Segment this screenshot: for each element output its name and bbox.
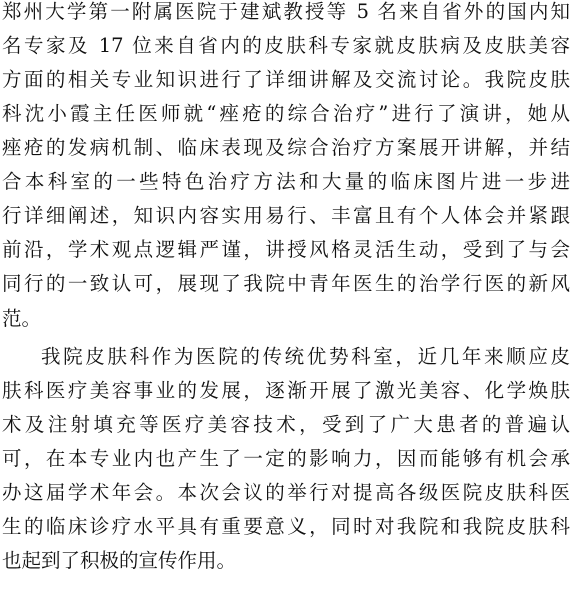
paragraph-2-line-4: 可，在本专业内也产生了一定的影响力，因而能够有机会承 <box>2 447 570 470</box>
paragraph-2-line-7: 也起到了积极的宣传作用。 <box>2 549 237 572</box>
paragraph-2-line-2: 肤科医疗美容事业的发展，逐渐开展了激光美容、化学焕肤 <box>2 379 570 402</box>
paragraph-1-line-7: 行详细阐述，知识内容实用易行、丰富且有个人体会并紧跟 <box>2 204 570 227</box>
paragraph-2-line-3: 术及注射填充等医疗美容技术，受到了广大患者的普遍认 <box>2 413 570 436</box>
paragraph-1-line-9: 同行的一致认可，展现了我院中青年医生的治学行医的新风 <box>2 272 570 295</box>
paragraph-2-line-5: 办这届学术年会。本次会议的举行对提高各级医院皮肤科医 <box>2 481 570 504</box>
paragraph-1-line-3: 方面的相关专业知识进行了详细讲解及交流讨论。我院皮肤 <box>2 68 570 91</box>
paragraph-1-line-5: 痤疮的发病机制、临床表现及综合治疗方案展开讲解，并结 <box>2 136 570 159</box>
paragraph-1-line-4: 科沈小霞主任医师就“痤疮的综合治疗”进行了演讲，她从 <box>2 102 570 125</box>
paragraph-2-line-1: 我院皮肤科作为医院的传统优势科室，近几年来顺应皮 <box>41 345 570 368</box>
paragraph-1-line-2: 名专家及 17 位来自省内的皮肤科专家就皮肤病及皮肤美容 <box>2 34 570 57</box>
paragraph-2-line-6: 生的临床诊疗水平具有重要意义，同时对我院和我院皮肤科 <box>2 515 570 538</box>
paragraph-1-line-10: 范。 <box>2 307 42 330</box>
paragraph-1-line-6: 合本科室的一些特色治疗方法和大量的临床图片进一步进 <box>2 170 570 193</box>
paragraph-1-line-1: 郑州大学第一附属医院于建斌教授等 5 名来自省外的国内知 <box>2 0 570 23</box>
paragraph-1-line-8: 前沿，学术观点逻辑严谨，讲授风格灵活生动，受到了与会 <box>2 238 570 261</box>
